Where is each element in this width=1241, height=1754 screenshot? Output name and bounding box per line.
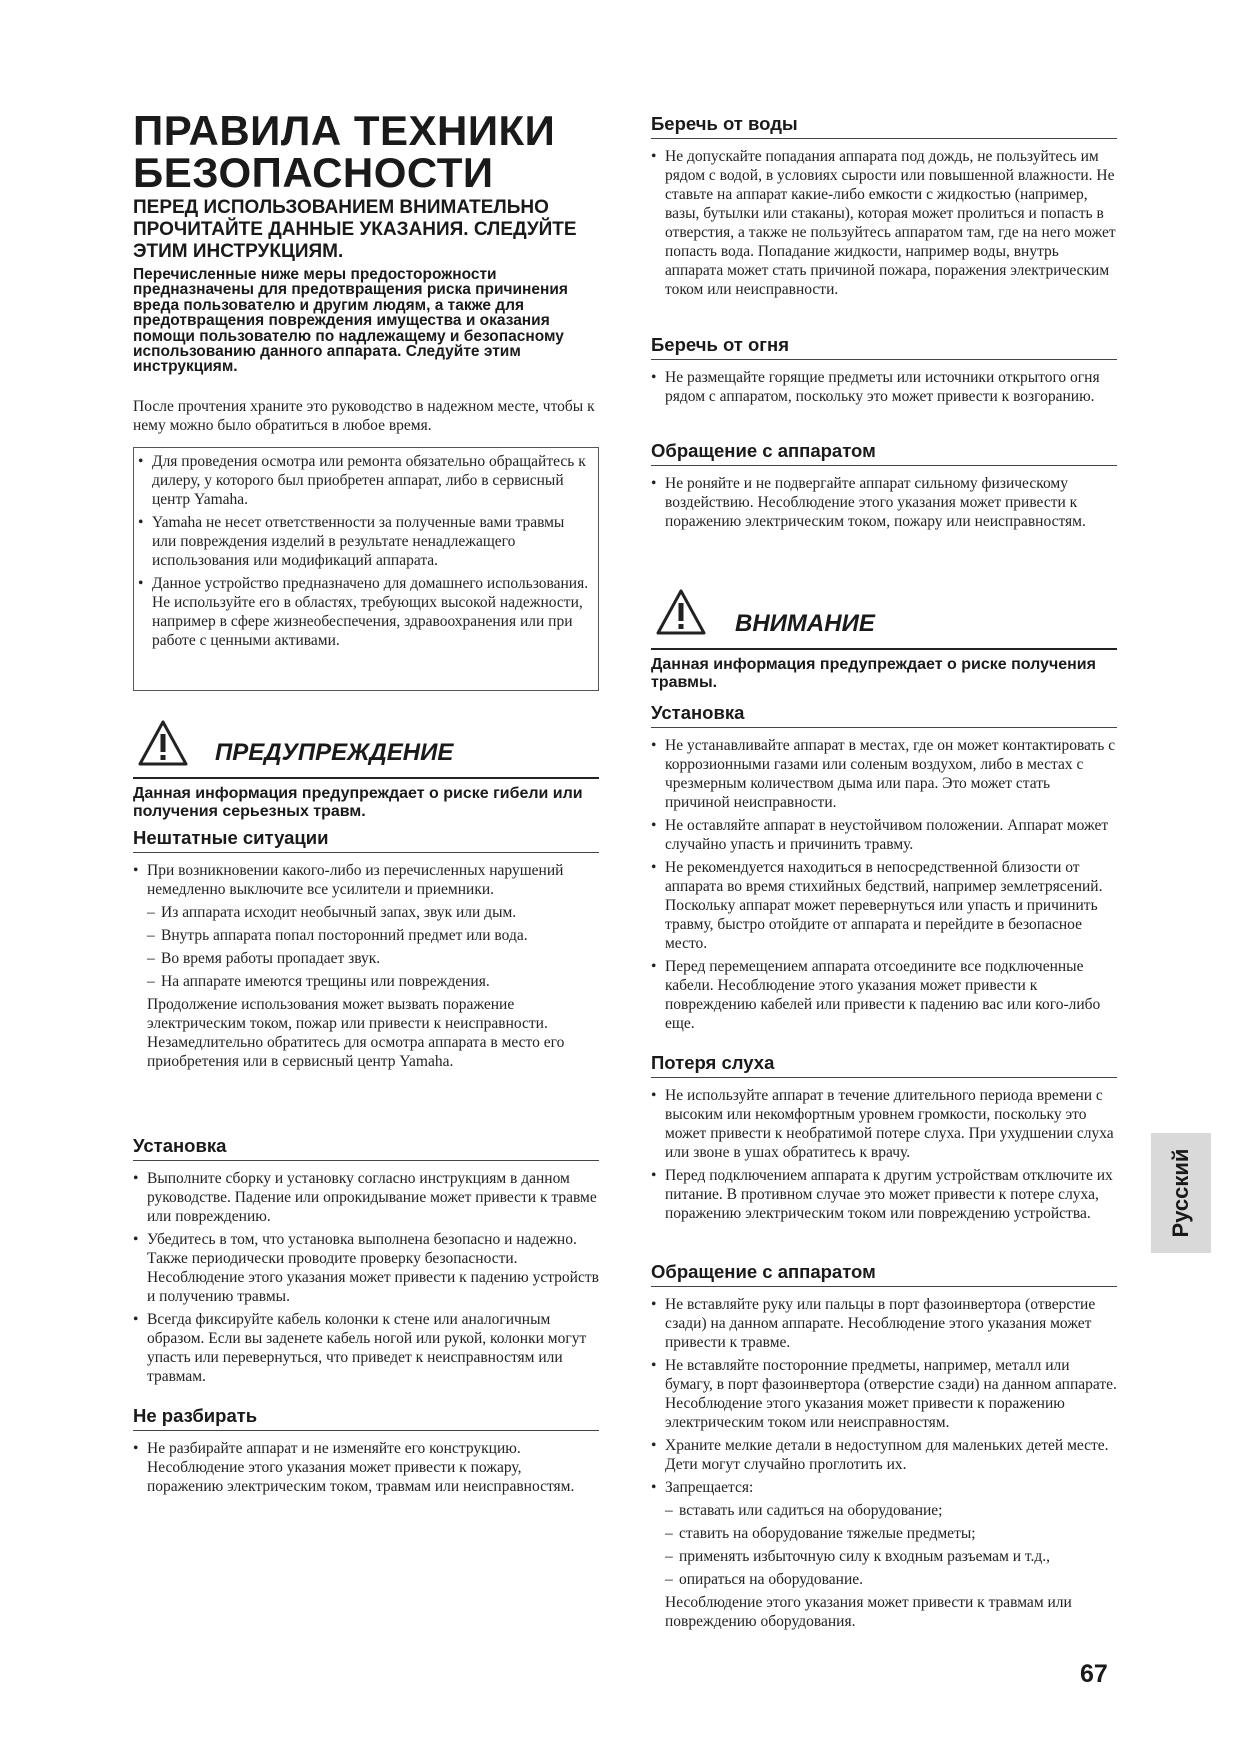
section-hearing (651, 1052, 1117, 1223)
list-item: • Не вставляйте посторонние предметы, например, металл или бумагу, в порт фазоинвертора (отверстие сзади) на данном аппарате. Несоблюдение этого указания может привести к поражению электрическим током или неисправностям. (651, 1356, 1117, 1432)
list-item: • Не роняйте и не подвергайте аппарат сильному физическому воздействию. Несоблюдение этого указания может привести к поражению электрическим током, пожару или неисправностям. (651, 474, 1117, 531)
section-caution-handling (651, 1261, 1117, 1631)
section-heading: Установка (651, 702, 1117, 728)
section-disassemble (133, 1405, 599, 1496)
list-item: • Не используйте аппарат в течение длительного периода времени с высоким или некомфортным уровнем громкости, поскольку это может привести к необратимой потере слуха. При ухудшении слуха или звоне в ушах обратитесь к врачу. (651, 1086, 1117, 1162)
section-heading: Обращение с аппаратом (651, 440, 1117, 466)
list-item: • Храните мелкие детали в недоступном для маленьких детей месте. Дети могут случайно проглотить их. (651, 1436, 1117, 1474)
list-item: – ставить на оборудование тяжелые предметы; (665, 1524, 1117, 1543)
warning-title: ПРЕДУПРЕЖДЕНИЕ (215, 739, 454, 766)
intro-text: После прочтения храните это руководство в надежном месте, чтобы к нему можно было обратиться в любое время. (133, 398, 595, 434)
warning-triangle-icon (655, 588, 707, 636)
intro-bold: Перечисленные ниже меры предосторожности предназначены для предотвращения риска причинения вреда пользователю и другим людям, а также для предотвращения повреждения имущества и оказания помощи пользователю по надлежащему и безопасному использованию данного аппарата. Следуйте этим инструкциям. (133, 266, 568, 376)
caution-title: ВНИМАНИЕ (735, 610, 875, 637)
list-item: – Внутрь аппарата попал посторонний предмет или вода. (147, 926, 599, 945)
list-item: – Во время работы пропадает звук. (147, 949, 599, 968)
list-item: – На аппарате имеются трещины или повреждения. (147, 972, 599, 991)
list-item: • Убедитесь в том, что установка выполнена безопасно и надежно. Также периодически проводите проверку безопасности. Несоблюдение этого указания может привести к падению устройств и получению травмы. (133, 1230, 599, 1306)
list-item: • Не устанавливайте аппарат в местах, где он может контактировать с коррозионными газами или соленым воздухом, либо в местах с чрезмерным количеством дыма или пара. Это может стать причиной неисправности. (651, 736, 1117, 812)
list-item: • Перед подключением аппарата к другим устройствам отключите их питание. В противном случае это может привести к потере слуха, поражению электрическим током или повреждению устройства. (651, 1166, 1117, 1223)
section-installation (133, 1135, 599, 1386)
list-item: • Всегда фиксируйте кабель колонки к стене или аналогичным образом. Если вы заденете кабель ногой или рукой, колонки могут упасть или перевернуться, что приведет к неисправностям или травмам. (133, 1310, 599, 1386)
language-tab-label: Русский (1168, 1148, 1193, 1238)
subtitle: ПЕРЕД ИСПОЛЬЗОВАНИЕМ ВНИМАТЕЛЬНО ПРОЧИТАЙТЕ ДАННЫЕ УКАЗАНИЯ. СЛЕДУЙТЕ ЭТИМ ИНСТРУКЦИЯМ. (133, 197, 577, 262)
section-heading: Установка (133, 1135, 599, 1161)
list-item: • При возникновении какого-либо из перечисленных нарушений немедленно выключите все усилители и приемники. (133, 861, 599, 899)
list-item: • Для проведения осмотра или ремонта обязательно обращайтесь к дилеру, у которого был приобретен аппарат, либо в сервисный центр Yamaha. (138, 452, 592, 509)
notice-box (133, 447, 599, 691)
section-heading: Не разбирать (133, 1405, 599, 1431)
list-item: • Не оставляйте аппарат в неустойчивом положении. Аппарат может случайно упасть и причинить травму. (651, 816, 1117, 854)
section-heading: Беречь от воды (651, 113, 1117, 139)
list-item: – опираться на оборудование. (665, 1570, 1117, 1589)
warning-triangle-icon (137, 719, 189, 767)
section-heading: Беречь от огня (651, 334, 1117, 360)
page-title: ПРАВИЛА ТЕХНИКИ БЕЗОПАСНОСТИ (133, 107, 556, 196)
list-item: • Не разбирайте аппарат и не изменяйте его конструкцию. Несоблюдение этого указания может привести к пожару, поражению электрическим током, травмам или неисправностям. (133, 1439, 599, 1496)
section-heading: Нештатные ситуации (133, 827, 599, 853)
list-item: • Не рекомендуется находиться в непосредственной близости от аппарата во время стихийных бедствий, например землетрясений. Поскольку аппарат может перевернуться или упасть и причинить травму, быстро отойдите от аппарата и перейдите в безопасное место. (651, 858, 1117, 953)
list-item: • Не вставляйте руку или пальцы в порт фазоинвертора (отверстие сзади) на данном аппарате. Несоблюдение этого указания может привести к травме. (651, 1295, 1117, 1352)
caution-lead: Данная информация предупреждает о риске получения травмы. (651, 656, 1096, 691)
list-item: • Данное устройство предназначено для домашнего использования. Не используйте его в областях, требующих высокой надежности, например в сфере жизнеобеспечения, здравоохранения или при работе с ценными активами. (138, 574, 592, 650)
list-item: – Из аппарата исходит необычный запах, звук или дым. (147, 903, 599, 922)
list-item: • Не допускайте попадания аппарата под дождь, не пользуйтесь им рядом с водой, в условиях сырости или повышенной влажности. Не ставьте на аппарат какие-либо емкости с жидкостью (например, вазы, бутылки или стаканы), которая может пролиться и попасть в отверстия, а также не пользуйтесь аппаратом там, где на него может попасть вода. Попадание жидкости, например воды, внутрь аппарата может стать причиной пожара, поражения электрическим током или неисправности. (651, 147, 1117, 299)
list-item: – применять избыточную силу к входным разъемам и т.д., (665, 1547, 1117, 1566)
section-caution-installation (651, 702, 1117, 1033)
page-number: 67 (1080, 1660, 1108, 1688)
section-abnormal (133, 827, 599, 1071)
section-heading: Обращение с аппаратом (651, 1261, 1117, 1287)
paragraph: Продолжение использования может вызвать поражение электрическим током, пожар или привести к неисправности. Незамедлительно обратитесь для осмотра аппарата в место его приобретения или в сервисный центр Yamaha. (147, 996, 565, 1070)
caution-header (651, 588, 1117, 650)
paragraph: Несоблюдение этого указания может привести к травмам или повреждению оборудования. (665, 1594, 1072, 1630)
list-item: • Yamaha не несет ответственности за полученные вами травмы или повреждения изделий в результате ненадлежащего использования или модификаций аппарата. (138, 513, 592, 570)
list-item: • Перед перемещением аппарата отсоедините все подключенные кабели. Несоблюдение этого указания может привести к повреждению кабелей или привести к падению вас или кого-либо еще. (651, 957, 1117, 1033)
list-item: • Не размещайте горящие предметы или источники открытого огня рядом с аппаратом, поскольку это может привести к возгоранию. (651, 368, 1117, 406)
list-item: – вставать или садиться на оборудование; (665, 1501, 1117, 1520)
section-fire (651, 334, 1117, 406)
warning-header (133, 717, 599, 779)
warning-lead: Данная информация предупреждает о риске гибели или получения серьезных травм. (133, 785, 583, 820)
section-handling (651, 440, 1117, 531)
section-water (651, 113, 1117, 299)
list-item: • Запрещается: (651, 1478, 1117, 1497)
section-heading: Потеря слуха (651, 1052, 1117, 1078)
list-item: • Выполните сборку и установку согласно инструкциям в данном руководстве. Падение или опрокидывание может привести к травме или повреждению. (133, 1169, 599, 1226)
